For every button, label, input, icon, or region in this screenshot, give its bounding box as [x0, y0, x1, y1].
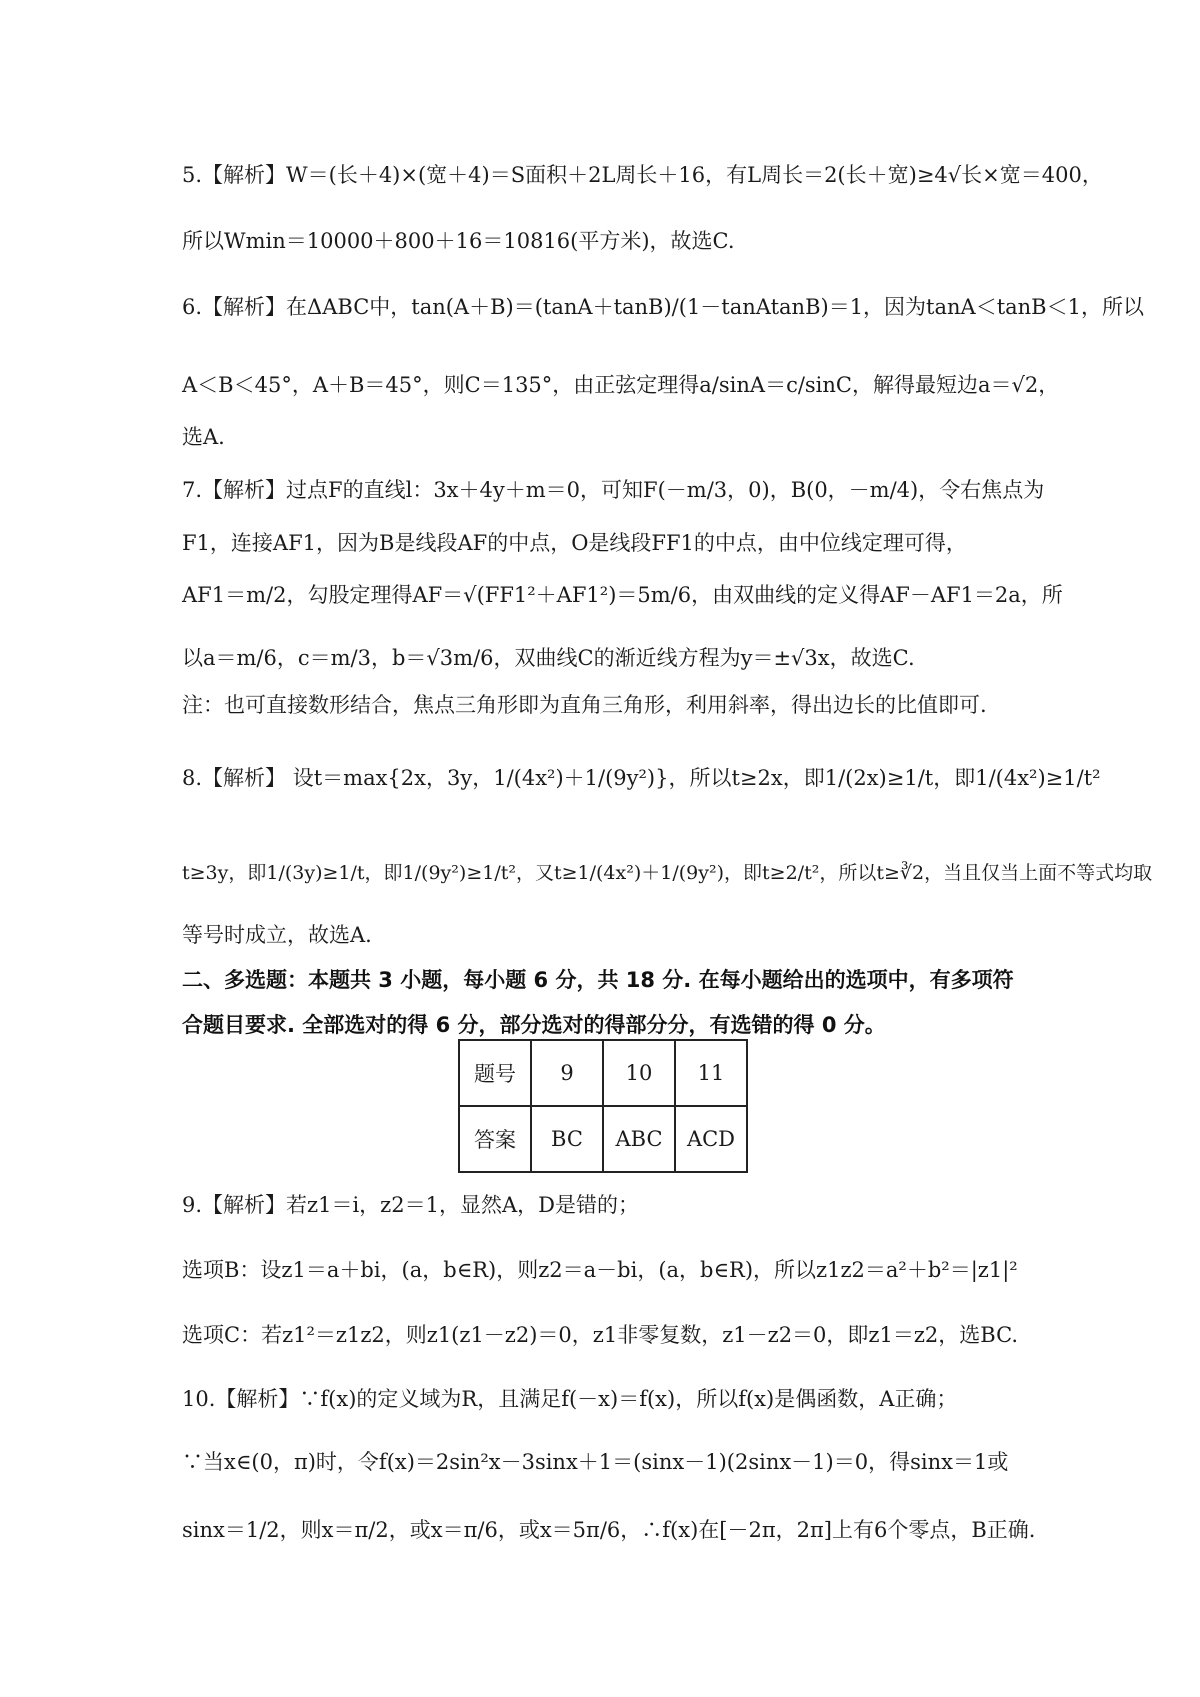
- question-number-label: 题号: [459, 1040, 531, 1106]
- question-number-cell: 9: [531, 1040, 603, 1106]
- answer-table: [458, 1039, 748, 1173]
- solution-line: 选A.: [182, 425, 225, 449]
- solution-line: 7.【解析】过点F的直线l：3x＋4y＋m＝0，可知F(－m/3，0)，B(0，－m/4)，令右焦点为: [182, 478, 1045, 502]
- answer-label: 答案: [459, 1106, 531, 1172]
- solution-line: 8.【解析】 设t＝max{2x，3y，1/(4x²)＋1/(9y²)}，所以t≥2x，即1/(2x)≥1/t，即1/(4x²)≥1/t²: [182, 766, 1101, 790]
- answer-table-header-row: [459, 1040, 747, 1106]
- solution-line: 选项C：若z1²＝z1z2，则z1(z1－z2)＝0，z1非零复数，z1－z2＝0，即z1＝z2，选BC.: [182, 1323, 1019, 1347]
- solution-line: t≥3y，即1/(3y)≥1/t，即1/(9y²)≥1/t²，又t≥1/(4x²)＋1/(9y²)，即t≥2/t²，所以t≥∛2，当且仅当上面不等式均取: [182, 862, 1153, 884]
- solution-line: 6.【解析】在ΔABC中，tan(A＋B)＝(tanA＋tanB)/(1－tanAtanB)＝1，因为tanA＜tanB＜1，所以: [182, 295, 1144, 319]
- answer-cell: BC: [531, 1106, 603, 1172]
- solution-line: 等号时成立，故选A.: [182, 923, 372, 947]
- solution-line: 选项B：设z1＝a＋bi，(a，b∈R)，则z2＝a－bi，(a，b∈R)，所以z1z2＝a²＋b²＝|z1|²: [182, 1258, 1018, 1282]
- solution-line: ∵当x∈(0，π)时，令f(x)＝2sin²x－3sinx＋1＝(sinx－1)(2sinx－1)＝0，得sinx＝1或: [182, 1450, 1009, 1474]
- answer-cell: ACD: [675, 1106, 747, 1172]
- solution-line: AF1＝m/2，勾股定理得AF＝√(FF1²＋AF1²)＝5m/6，由双曲线的定义得AF－AF1＝2a，所: [182, 583, 1063, 607]
- solution-line: 10.【解析】∵f(x)的定义域为R，且满足f(－x)＝f(x)，所以f(x)是偶函数，A正确；: [182, 1387, 958, 1411]
- question-number-cell: 11: [675, 1040, 747, 1106]
- solution-line: 9.【解析】若z1＝i，z2＝1，显然A，D是错的；: [182, 1193, 639, 1217]
- section-heading-line-2: 合题目要求. 全部选对的得 6 分，部分选对的得部分分，有选错的得 0 分。: [182, 1013, 886, 1037]
- solution-line: 注：也可直接数形结合，焦点三角形即为直角三角形，利用斜率，得出边长的比值即可.: [182, 693, 987, 717]
- section-heading-line-1: 二、多选题：本题共 3 小题，每小题 6 分，共 18 分. 在每小题给出的选项中，有多项符: [182, 968, 1014, 992]
- solution-line: A＜B＜45°，A＋B＝45°，则C＝135°，由正弦定理得a/sinA＝c/sinC，解得最短边a＝√2，: [182, 373, 1060, 397]
- question-number-cell: 10: [603, 1040, 675, 1106]
- solution-line: F1，连接AF1，因为B是线段AF的中点，O是线段FF1的中点，由中位线定理可得，: [182, 531, 967, 555]
- answer-table-answer-row: [459, 1106, 747, 1172]
- solution-line: 以a＝m/6，c＝m/3，b＝√3m/6，双曲线C的渐近线方程为y＝±√3x，故选C.: [182, 646, 915, 670]
- solution-line: sinx＝1/2，则x＝π/2，或x＝π/6，或x＝5π/6，∴f(x)在[－2π，2π]上有6个零点，B正确.: [182, 1518, 1036, 1542]
- solution-line: 所以Wmin＝10000＋800＋16＝10816(平方米)，故选C.: [182, 229, 735, 253]
- solution-line: 5.【解析】W＝(长＋4)×(宽＋4)＝S面积＋2L周长＋16，有L周长＝2(长＋宽)≥4√长×宽＝400，: [182, 163, 1103, 187]
- answer-cell: ABC: [603, 1106, 675, 1172]
